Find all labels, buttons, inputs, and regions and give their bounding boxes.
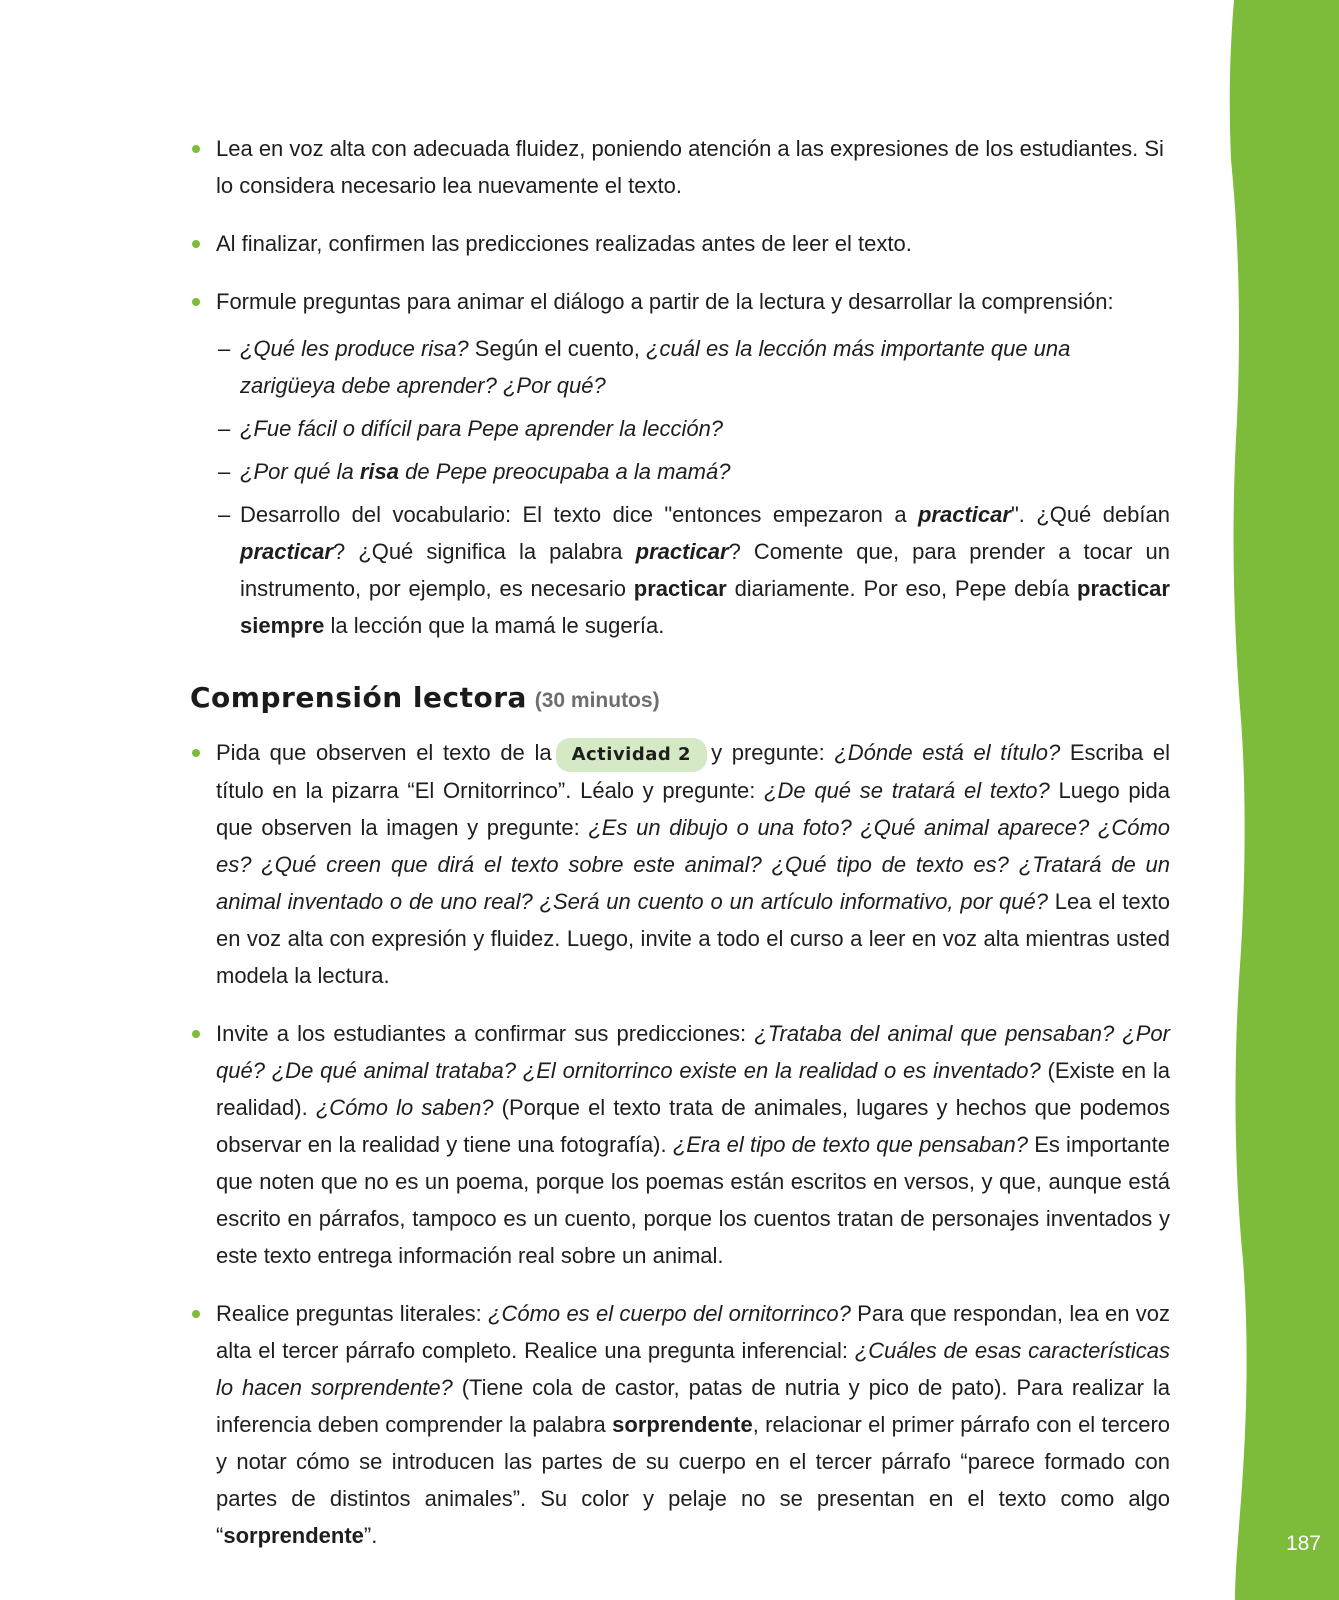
section-title: Comprensión lectora xyxy=(190,681,527,714)
section-heading xyxy=(190,678,1170,721)
question-item-preocupaba: – ¿Por qué la risa de Pepe preocupaba a la mamá? xyxy=(216,453,1170,490)
paragraph-predicciones: Invite a los estudiantes a confirmar sus predicciones: ¿Trataba del animal que pensaban? ¿Por qué? ¿De qué animal trataba? ¿El ornitorrinco existe en la realidad o es inventado? (Existe en la realidad). ¿Cómo lo saben? (Porque el texto trata de animales, lugares y hechos que podemos observar en la realidad y tiene una fotografía). ¿Era el tipo de texto que pensaban? Es importante que noten que no es un poema, porque los poemas están escritos en versos, y que, aunque está escrito en párrafos, tampoco es un cuento, porque los cuentos tratan de personajes inventados y este texto entrega información real sobre un animal. xyxy=(190,1015,1170,1274)
side-color-band xyxy=(1229,0,1339,1600)
main-content xyxy=(190,130,1170,1554)
question-list xyxy=(216,330,1170,644)
bullet-formulate-questions xyxy=(190,283,1170,644)
activity-badge: Actividad 2 xyxy=(556,738,708,772)
question-item-vocabulario: – Desarrollo del vocabulario: El texto dice "entonces empezaron a practicar". ¿Qué debían practicar? ¿Qué significa la palabra practicar? Comente que, para prender a tocar un instrumento, por ejemplo, es necesario practicar diariamente. Por eso, Pepe debía practicar siempre la lección que la mamá le sugería. xyxy=(216,496,1170,644)
question-item-risa: – ¿Qué les produce risa? Según el cuento, ¿cuál es la lección más importante que una zarigüeya debe aprender? ¿Por qué? xyxy=(216,330,1170,404)
bullet-text: Formule preguntas para animar el diálogo a partir de la lectura y desarrollar la comprensión: xyxy=(216,289,1114,314)
bullet-confirm-predictions xyxy=(190,225,1170,262)
page-number: 187 xyxy=(1285,1532,1321,1555)
section-duration: (30 minutos) xyxy=(534,689,660,712)
bullet-text: Lea en voz alta con adecuada fluidez, poniendo atención a las expresiones de los estudiantes. Si lo considera necesario lea nuevamente el texto. xyxy=(216,136,1164,198)
paragraph-actividad: Pida que observen el texto de la Actividad 2 y pregunte: ¿Dónde está el título? Escriba el título en la pizarra “El Ornitorrinco”. Léalo y pregunte: ¿De qué se tratará el texto? Luego pida que observen la imagen y pregunte: ¿Es un dibujo o una foto? ¿Qué animal aparece? ¿Cómo es? ¿Qué creen que dirá el texto sobre este animal? ¿Qué tipo de texto es? ¿Tratará de un animal inventado o de uno real? ¿Será un cuento o un artículo informativo, por qué? Lea el texto en voz alta con expresión y fluidez. Luego, invite a todo el curso a leer en voz alta mientras usted modela la lectura. xyxy=(190,734,1170,994)
question-item-facil: – ¿Fue fácil o difícil para Pepe aprender la lección? xyxy=(216,410,1170,447)
side-band-shape xyxy=(1230,0,1339,1600)
bullet-text: Al finalizar, confirmen las predicciones realizadas antes de leer el texto. xyxy=(216,231,912,256)
paragraph-preguntas-literales: Realice preguntas literales: ¿Cómo es el cuerpo del ornitorrinco? Para que respondan, lea en voz alta el tercer párrafo completo. Realice una pregunta inferencial: ¿Cuáles de esas características lo hacen sorprendente? (Tiene cola de castor, patas de nutria y pico de pato). Para realizar la inferencia deben comprender la palabra sorprendente, relacionar el primer párrafo con el tercero y notar cómo se introducen las partes de su cuerpo en el tercer párrafo “parece formado con partes de distintos animales”. Su color y pelaje no se presentan en el texto como algo “sorprendente”. xyxy=(190,1295,1170,1554)
bullet-read-aloud xyxy=(190,130,1170,204)
